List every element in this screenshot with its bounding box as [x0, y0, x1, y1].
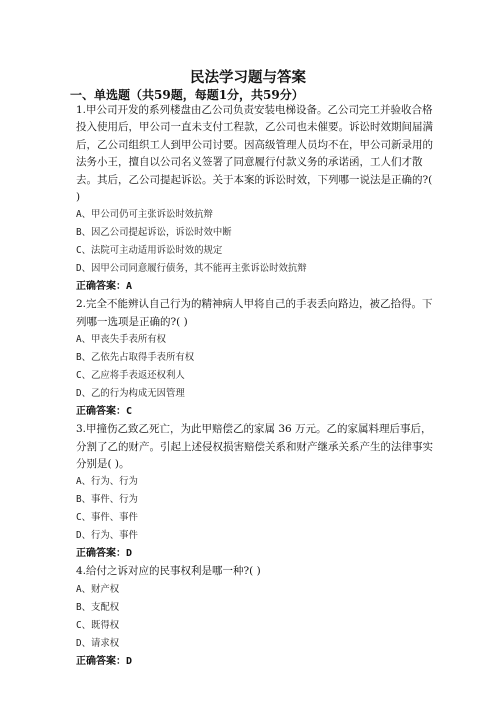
document-title: 民法学习题与答案 — [190, 69, 306, 86]
correct-answer: 正确答案：A — [76, 281, 133, 293]
question-item — [76, 296, 436, 421]
option-c: C、法院可主动适用诉讼时效的规定 — [76, 245, 223, 257]
option-b: B、乙依先占取得手表所有权 — [76, 352, 195, 364]
section-heading: 一、单选题（共59题，每题1分，共59分） — [70, 88, 304, 102]
option-b: B、因乙公司提起诉讼，诉讼时效中断 — [76, 227, 232, 239]
question-item — [76, 102, 436, 296]
option-d: D、行为、事件 — [76, 530, 138, 542]
correct-answer: 正确答案：D — [76, 655, 133, 667]
option-d: D、请求权 — [76, 637, 120, 649]
question-stem: 4.给付之诉对应的民事权利是哪一种?( ) — [76, 565, 261, 578]
correct-answer: 正确答案：C — [76, 406, 133, 418]
question-stem: 1.甲公司开发的系列楼盘由乙公司负责安装电梯设备。乙公司完工并验收合格投入使用后，甲公司一直未支付工程款，乙公司也未催要。诉讼时效期间届满后，乙公司组织工人到甲公司讨要。因高级管理人员均不在，甲公司新录用的法务小王，擅自以公司名义签署了同意履行付款义务的承诺函，工人们才散去。其后，乙公司提起诉讼。关于本案的诉讼时效，下列哪一说法是正确的?( ) — [76, 104, 433, 204]
option-c: C、既得权 — [76, 619, 120, 631]
option-d: D、因甲公司同意履行债务，其不能再主张诉讼时效抗辩 — [76, 263, 307, 275]
question-list — [76, 102, 436, 671]
option-c: C、事件、事件 — [76, 512, 138, 524]
option-a: A、行为、行为 — [76, 476, 138, 488]
option-b: B、支配权 — [76, 601, 120, 613]
question-item — [76, 421, 436, 563]
option-b: B、事件、行为 — [76, 494, 138, 506]
question-item — [76, 563, 436, 670]
option-a: A、财产权 — [76, 583, 120, 595]
question-stem: 3.甲撞伤乙致乙死亡，为此甲赔偿乙的家属 36 万元。乙的家属料理后事后，分割了乙的财产。引起上述侵权损害赔偿关系和财产继承关系产生的法律事实分别是( )。 — [76, 423, 433, 471]
option-a: A、甲公司仍可主张诉讼时效抗辩 — [76, 209, 213, 221]
option-c: C、乙应将手表返还权利人 — [76, 370, 185, 382]
correct-answer: 正确答案：D — [76, 548, 133, 560]
option-a: A、甲丧失手表所有权 — [76, 334, 167, 346]
option-d: D、乙的行为构成无因管理 — [76, 388, 185, 400]
question-stem: 2.完全不能辨认自己行为的精神病人甲将自己的手表丢向路边，被乙拾得。下列哪一选项是正确的?( ) — [76, 298, 433, 328]
